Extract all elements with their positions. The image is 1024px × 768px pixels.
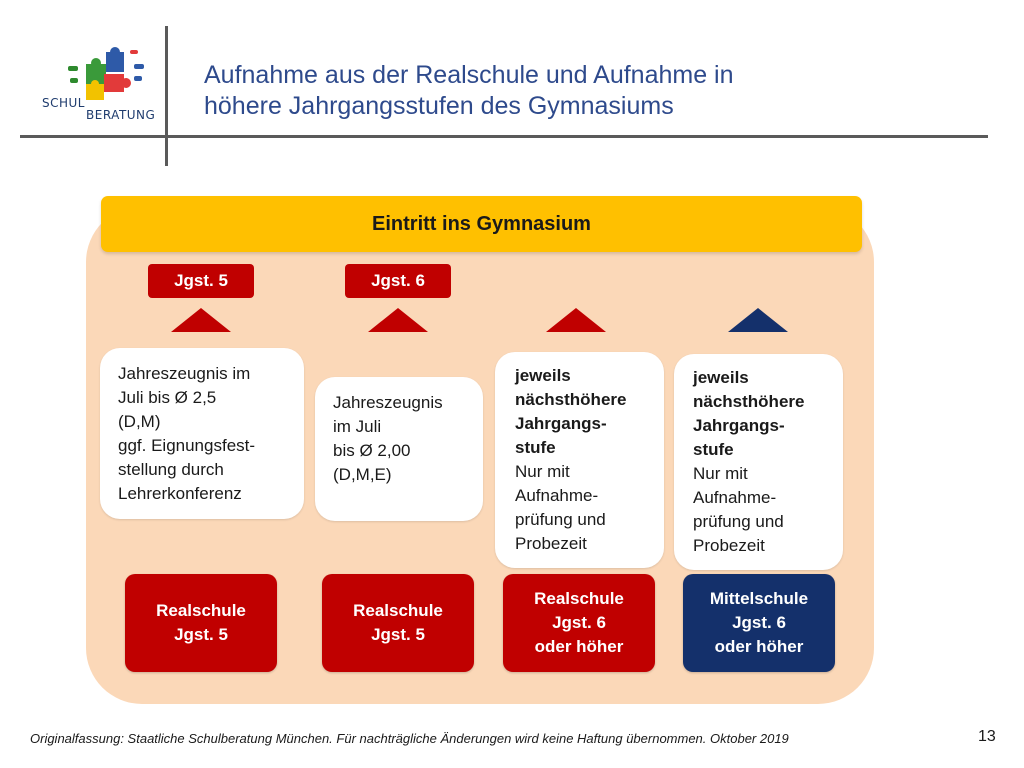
condition-text: Jahreszeugnis im bbox=[118, 364, 251, 383]
condition-text: Probezeit bbox=[515, 534, 587, 553]
condition-text: Aufnahme- bbox=[515, 486, 599, 505]
condition-bold-text: stufe bbox=[693, 440, 734, 459]
condition-text: Probezeit bbox=[693, 536, 765, 555]
condition-text: (D,M,E) bbox=[333, 465, 392, 484]
source-school-text: Jgst. 5 bbox=[371, 625, 425, 644]
arrow-up-icon bbox=[546, 308, 606, 332]
condition-card bbox=[100, 348, 304, 519]
condition-text: Jahreszeugnis bbox=[333, 393, 443, 412]
source-school-box bbox=[125, 574, 277, 672]
slide-title bbox=[204, 60, 964, 122]
condition-card bbox=[495, 352, 664, 568]
source-school-text: oder höher bbox=[714, 637, 804, 656]
source-school-text: Realschule bbox=[534, 589, 624, 608]
footer-note: Originalfassung: Staatliche Schulberatung München. Für nachträgliche Änderungen wird keine Haftung übernommen. Oktober 2019 bbox=[30, 731, 789, 746]
header-vertical-divider bbox=[165, 26, 168, 166]
condition-bold-text: stufe bbox=[515, 438, 556, 457]
source-school-text: Jgst. 5 bbox=[174, 625, 228, 644]
logo-text-schul: SCHUL bbox=[42, 96, 85, 110]
condition-bold-text: jeweils bbox=[693, 368, 749, 387]
condition-text: (D,M) bbox=[118, 412, 161, 431]
source-school-text: Realschule bbox=[353, 601, 443, 620]
condition-text: ggf. Eignungsfest- bbox=[118, 436, 256, 455]
source-school-box bbox=[503, 574, 655, 672]
condition-bold-text: nächsthöhere bbox=[515, 390, 627, 409]
condition-card bbox=[315, 377, 483, 521]
puzzle-logo-icon bbox=[30, 44, 158, 104]
target-grade-badge: Jgst. 6 bbox=[345, 264, 451, 298]
slide-title-line: Aufnahme aus der Realschule und Aufnahme in bbox=[204, 61, 734, 89]
condition-bold-text: Jahrgangs- bbox=[693, 416, 785, 435]
schulberatung-logo bbox=[30, 44, 158, 126]
condition-text: Juli bis Ø 2,5 bbox=[118, 388, 217, 407]
logo-text-beratung: BERATUNG bbox=[86, 108, 156, 122]
slide-title-line: höhere Jahrgangsstufen des Gymnasiums bbox=[204, 92, 674, 120]
condition-text: Nur mit bbox=[515, 462, 570, 481]
header-horizontal-divider bbox=[20, 135, 988, 138]
source-school-text: oder höher bbox=[534, 637, 624, 656]
condition-text: Aufnahme- bbox=[693, 488, 777, 507]
condition-bold-text: nächsthöhere bbox=[693, 392, 805, 411]
source-school-box bbox=[322, 574, 474, 672]
source-school-text: Jgst. 6 bbox=[732, 613, 786, 632]
condition-text: stellung durch bbox=[118, 460, 224, 479]
condition-text: Nur mit bbox=[693, 464, 748, 483]
page-number: 13 bbox=[978, 728, 996, 745]
condition-text: prüfung und bbox=[515, 510, 606, 529]
condition-card bbox=[674, 354, 843, 570]
source-school-box bbox=[683, 574, 835, 672]
condition-text: prüfung und bbox=[693, 512, 784, 531]
arrow-up-icon bbox=[368, 308, 428, 332]
diagram-header-bar: Eintritt ins Gymnasium bbox=[101, 196, 862, 252]
source-school-text: Jgst. 6 bbox=[552, 613, 606, 632]
target-grade-badge: Jgst. 5 bbox=[148, 264, 254, 298]
source-school-text: Mittelschule bbox=[709, 589, 809, 608]
condition-bold-text: jeweils bbox=[515, 366, 571, 385]
condition-text: bis Ø 2,00 bbox=[333, 441, 411, 460]
source-school-text: Realschule bbox=[156, 601, 246, 620]
condition-bold-text: Jahrgangs- bbox=[515, 414, 607, 433]
arrow-up-icon bbox=[171, 308, 231, 332]
condition-text: Lehrerkonferenz bbox=[118, 484, 242, 503]
arrow-up-icon bbox=[728, 308, 788, 332]
condition-text: im Juli bbox=[333, 417, 382, 436]
